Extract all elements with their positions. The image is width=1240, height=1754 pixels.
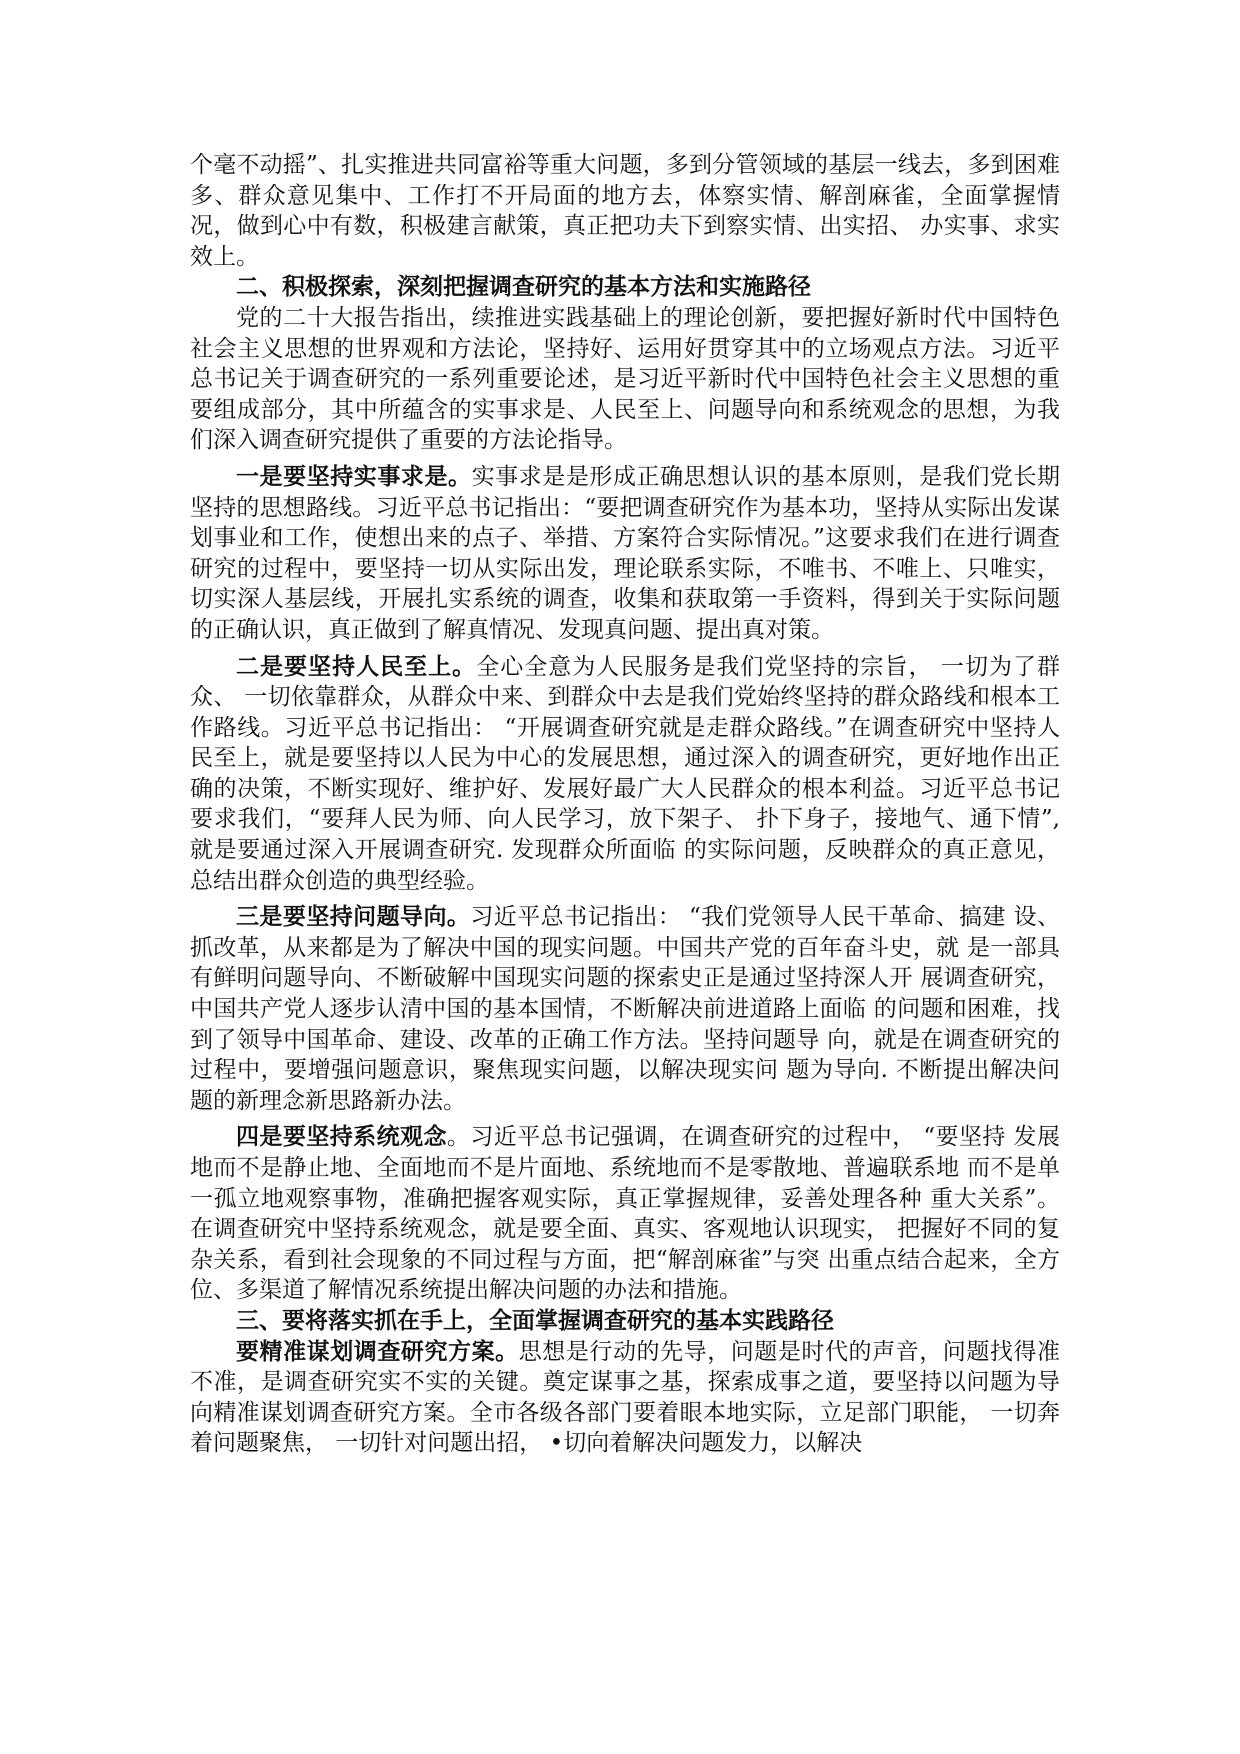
plan-body: 思想是行动的先导，问题是时代的声音，问题找得准不准，是调查研究实不实的关键。奠定谋事之基，探索成事之道，要坚持以问题为导向精准谋划调查研究方案。全市各级各部门要着眼本地实际，立足部门职能， 一切奔着问题聚焦， 一切针对问题出招， •切向着解决问题发力，以解决 <box>190 1338 1061 1457</box>
section-heading-3: 三、要将落实抓在手上，全面掌握调查研究的基本实践路径 <box>236 1306 834 1334</box>
paragraph-point-1 <box>190 462 1060 646</box>
point-1-body: 实事求是是形成正确思想认识的基本原则，是我们党长期坚持的思想路线。习近平总书记指出：“要把调查研究作为基本功，坚持从实际出发谋划事业和工作，使想出来的点子、举措、方案符合实际情况。”这要求我们在进行调查研究的过程中，要坚持一切从实际出发，理论联系实际，不唯书、不唯上、只唯实，切实深人基层线，开展扎实系统的调查，收集和获取第一手资料，得到关于实际问题的正确认识，真正做到了解真情况、发现真问题、提出真对策。 <box>190 463 1061 643</box>
paragraph-point-4 <box>190 1122 1060 1306</box>
point-2-body: 全心全意为人民服务是我们党坚持的宗旨， 一切为了群众、 一切依靠群众，从群众中来、到群众中去是我们党始终坚持的群众路线和根本工作路线。习近平总书记指出： “开展调查研究就是走群众路线。”在调查研究中坚持人民至上，就是要坚持以人民为中心的发展思想，通过深入的调查研究，更好地作出正确的决策，不断实现好、维护好、发展好最广大人民群众的根本利益。习近平总书记要求我们，“要拜人民为师、向人民学习，放下架子、 扑下身子，接地气、通下情”, 就是要通过深入开展调查研究. 发现群众所面临 的实际问题，反映群众的真正意见，总结出群众创造的典型经验。 <box>190 653 1060 894</box>
paragraph-continuation: 个毫不动摇”、扎实推进共同富裕等重大问题，多到分管领域的基层一线去，多到困难多、群众意见集中、工作打不开局面的地方去，体察实情、解剖麻雀，全面掌握情况，做到心中有数，积极建言献策，真正把功夫下到察实情、出实招、 办实事、求实效上。 <box>190 152 1060 270</box>
point-3-body: 习近平总书记指出： “我们党领导人民干革命、搞建 设、抓改革，从来都是为了解决中国的现实问题。中国共产党的百年奋斗史，就 是一部具有鲜明问题导向、不断破解中国现实问题的探索史正是通过坚持深人开 展调查研究，中国共产党人逐步认清中国的基本国情，不断解决前进道路上面临 的问题和困难，找到了领导中国革命、建设、改革的正确工作方法。坚持问题导 向，就是在调查研究的过程中，要增强问题意识，聚焦现实问题，以解决现实问 题为导向. 不断提出解决问题的新理念新思路新办法。 <box>190 904 1060 1114</box>
paragraph-plan <box>190 1337 1060 1459</box>
paragraph-intro: 党的二十大报告指出，续推进实践基础上的理论创新，要把握好新时代中国特色社会主义思想的世界观和方法论，坚持好、运用好贯穿其中的立场观点方法。习近平总书记关于调查研究的一系列重要论述，是习近平新时代中国特色社会主义思想的重要组成部分，其中所蕴含的实事求是、人民至上、问题导向和系统观念的思想，为我们深入调查研究提供了重要的方法论指导。 <box>190 304 1060 454</box>
point-4-lead: 四是要坚持系统观念 <box>236 1123 447 1151</box>
paragraph-point-2 <box>190 652 1060 897</box>
plan-lead: 要精准谋划调查研究方案。 <box>236 1337 519 1365</box>
point-2-lead: 二是要坚持人民至上。 <box>236 652 477 680</box>
point-3-lead: 三是要坚持问题导向。 <box>236 903 471 931</box>
section-heading-2: 二、积极探索，深刻把握调查研究的基本方法和实施路径 <box>236 273 811 301</box>
document-body <box>190 150 1060 1459</box>
point-4-body: 。习近平总书记强调，在调查研究的过程中， “要坚持 发展地而不是静止地、全面地而不是片面地、系统地而不是零散地、普遍联系地 而不是单一孤立地观察事物，准确把握客观实际，真正掌握规律，妥善处理各种 重大关系”。在调查研究中坚持系统观念，就是要全面、真实、客观地认识现实， 把握好不同的复杂关系，看到社会现象的不同过程与方面，把“解剖麻雀”与突 出重点结合起来，全方位、多渠道了解情况系统提出解决问题的办法和措施。 <box>190 1124 1060 1304</box>
paragraph-point-3 <box>190 902 1060 1116</box>
point-1-lead: 一是要坚持实事求是。 <box>236 462 472 490</box>
